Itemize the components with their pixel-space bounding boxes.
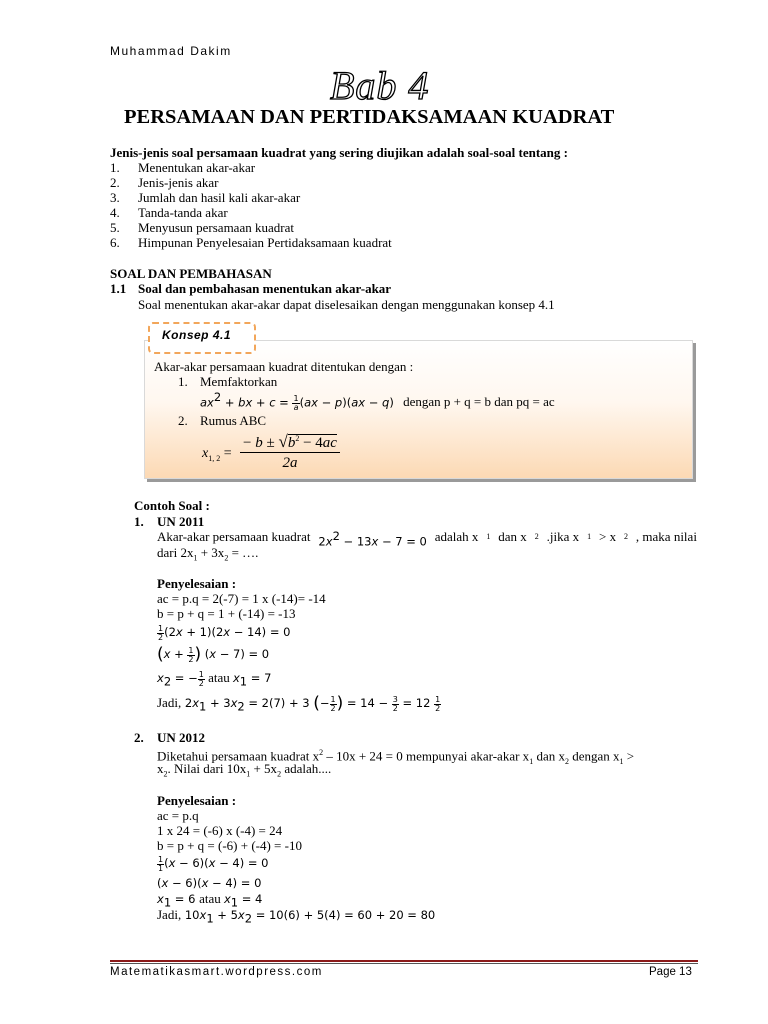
abc-lhs: $x_{1, 2}$ = bbox=[202, 446, 232, 463]
ex1-q9: = …. bbox=[228, 545, 259, 560]
ex2-question-line1: Diketahui persamaan kuadrat $x^2 - 10x + 24 = 0$ mempunyai akar-akar $x_1$ dan $x_2$ dengan $x_1$ > bbox=[157, 748, 635, 766]
ex1-s2: b = p + q = 1 + (-14) = -13 bbox=[157, 606, 296, 621]
abc-fraction-bar bbox=[240, 452, 340, 453]
ex1-q3: dan x bbox=[498, 529, 527, 544]
list-text: Menentukan akar-akar bbox=[138, 160, 256, 175]
list-item bbox=[110, 205, 228, 220]
ex1-question-line1: Akar-akar persamaan kuadrat $2x^2 - 13x - 7 = 0$ adalah x 1 dan x 2 .jika x 1 > x 2 , maka nilai bbox=[157, 529, 697, 549]
abc-numerator: − $b \pm √b^2 - 4ac$ bbox=[243, 432, 337, 451]
ex2-q8: + 5x bbox=[250, 761, 278, 776]
konsep-tab-label: Konsep 4.1 bbox=[162, 328, 232, 342]
ex1-q2: adalah x bbox=[434, 529, 479, 544]
footer-rule-thin bbox=[110, 963, 698, 964]
ex1-q7: dari 2x bbox=[157, 545, 194, 560]
footer-rule bbox=[110, 960, 698, 962]
ex2-q7: . Nilai dari 10x bbox=[167, 761, 247, 776]
list-item bbox=[110, 190, 301, 205]
ex1-s4: (x + $\frac{1}{2}$ ) (x − 7) = 0 bbox=[157, 644, 270, 665]
ex2-q4: dengan x bbox=[568, 748, 620, 764]
ex2-solution-heading: Penyelesaian : bbox=[157, 793, 237, 808]
intro-heading: Jenis-jenis soal persamaan kuadrat yang sering diujikan adalah soal-soal tentang : bbox=[110, 145, 568, 160]
ex2-q3: dan x bbox=[533, 748, 565, 764]
list-num: 4. bbox=[110, 205, 120, 220]
konsep-item1-num: 1. bbox=[178, 374, 188, 389]
list-num: 5. bbox=[110, 220, 120, 235]
ex1-s6: Jadi, $2x_1 + 3x_2 = 2(7) + 3$ (− $\frac{1}{2}$ ) = 14 − $\frac{3}{2}$ = 12 $\frac{1}{2}$ bbox=[157, 693, 441, 714]
ex2-s4: $\frac{1}{1}$ (x − 6)(x − 4) = 0 bbox=[158, 854, 269, 873]
ex2-s7: Jadi, $10x_1 + 5x_2 = 10(6) + 5(4) = 60 + 20 = 80$ bbox=[157, 907, 436, 926]
ex1-q4: .jika x bbox=[546, 529, 580, 544]
ex1-s3: $\frac{1}{2}$ (2x + 1)(2x − 14) = 0 bbox=[158, 623, 291, 642]
footer-site: Matematikasmart.wordpress.com bbox=[110, 966, 323, 978]
konsep-item2: Rumus ABC bbox=[200, 413, 267, 428]
ex2-num: 2. bbox=[134, 730, 144, 745]
abc-denominator: 2a bbox=[282, 455, 298, 471]
konsep-eq1: $ax^2$ + bx + c = $\frac{1}{a}$ (ax − p)(ax − q) dengan p + q = b dan pq = ac bbox=[200, 390, 555, 412]
list-num: 1. bbox=[110, 160, 120, 175]
list-num: 3. bbox=[110, 190, 120, 205]
ex1-s1: ac = p.q = 2(-7) = 1 x (-14)= -14 bbox=[157, 591, 326, 606]
header-author: Muhammad Dakim bbox=[110, 44, 232, 58]
section-title: SOAL DAN PEMBAHASAN bbox=[110, 266, 272, 281]
ex1-q8: + 3x bbox=[197, 545, 225, 560]
list-text: Jenis-jenis akar bbox=[138, 175, 219, 190]
konsep-intro: Akar-akar persamaan kuadrat ditentukan dengan : bbox=[154, 359, 414, 374]
examples-heading: Contoh Soal : bbox=[134, 498, 210, 513]
ex2-q2: – 10x + 24 = 0 mempunyai akar-akar x bbox=[323, 748, 530, 764]
ex2-s6: $x_1 = 6$ atau $x_1 = 4$ bbox=[157, 891, 263, 910]
ex1-solution-heading: Penyelesaian : bbox=[157, 576, 237, 591]
ex2-atau: atau bbox=[199, 891, 221, 906]
ex1-q5: > x bbox=[598, 529, 617, 544]
list-item bbox=[110, 175, 219, 190]
footer-page-number: Page 13 bbox=[649, 966, 692, 978]
ex2-question-line2: $x_2$. Nilai dari $10x_1 + 5x_2$ adalah.... bbox=[157, 761, 332, 779]
list-item bbox=[110, 235, 392, 250]
ex1-jadi: Jadi, bbox=[157, 695, 182, 710]
ex1-q6: , maka nilai bbox=[635, 529, 697, 544]
subsection-num: 1.1 bbox=[110, 281, 127, 296]
list-text: Menyusun persamaan kuadrat bbox=[138, 220, 294, 235]
list-text: Jumlah dan hasil kali akar-akar bbox=[138, 190, 301, 205]
list-text: Tanda-tanda akar bbox=[138, 205, 228, 220]
ex1-atau: atau bbox=[208, 670, 230, 685]
list-num: 6. bbox=[110, 235, 120, 250]
konsep-item1: Memfaktorkan bbox=[200, 374, 278, 389]
chapter-title: PERSAMAAN DAN PERTIDAKSAMAAN KUADRAT bbox=[124, 106, 615, 128]
list-item bbox=[110, 160, 256, 175]
ex2-q1: Diketahui persamaan kuadrat x bbox=[157, 748, 320, 764]
list-text: Himpunan Penyelesaian Pertidaksamaan kuadrat bbox=[138, 235, 392, 250]
ex2-s2: 1 x 24 = (-6) x (-4) = 24 bbox=[157, 823, 283, 838]
ex2-jadi: Jadi, bbox=[157, 907, 182, 922]
ex1-question-line2: dari $2x_1 + 3x_2$ = …. bbox=[157, 545, 259, 563]
ex2-q5: > bbox=[623, 748, 635, 764]
chapter-label: Bab 4 bbox=[330, 63, 430, 108]
konsep-eq1-tail: dengan p + q = b dan pq = ac bbox=[403, 394, 555, 410]
ex1-q1: Akar-akar persamaan kuadrat bbox=[157, 529, 311, 544]
konsep-item2-num: 2. bbox=[178, 413, 188, 428]
ex2-title: UN 2012 bbox=[157, 730, 206, 745]
ex2-q6: x bbox=[157, 761, 164, 776]
ex2-s5: (x − 6)(x − 4) = 0 bbox=[157, 876, 262, 890]
list-num: 2. bbox=[110, 175, 120, 190]
ex1-title: UN 2011 bbox=[157, 514, 205, 529]
ex2-s3: b = p + q = (-6) + (-4) = -10 bbox=[157, 838, 302, 853]
ex2-q9: adalah.... bbox=[281, 761, 332, 776]
ex1-num: 1. bbox=[134, 514, 144, 529]
ex1-s5: $x_2$ = − $\frac{1}{2}$ atau $x_1 = 7$ bbox=[157, 669, 272, 689]
subsection-desc: Soal menentukan akar-akar dapat diselesaikan dengan menggunakan konsep 4.1 bbox=[138, 297, 555, 312]
list-item bbox=[110, 220, 294, 235]
ex2-s1: ac = p.q bbox=[157, 808, 199, 823]
subsection-title: Soal dan pembahasan menentukan akar-akar bbox=[138, 281, 392, 296]
